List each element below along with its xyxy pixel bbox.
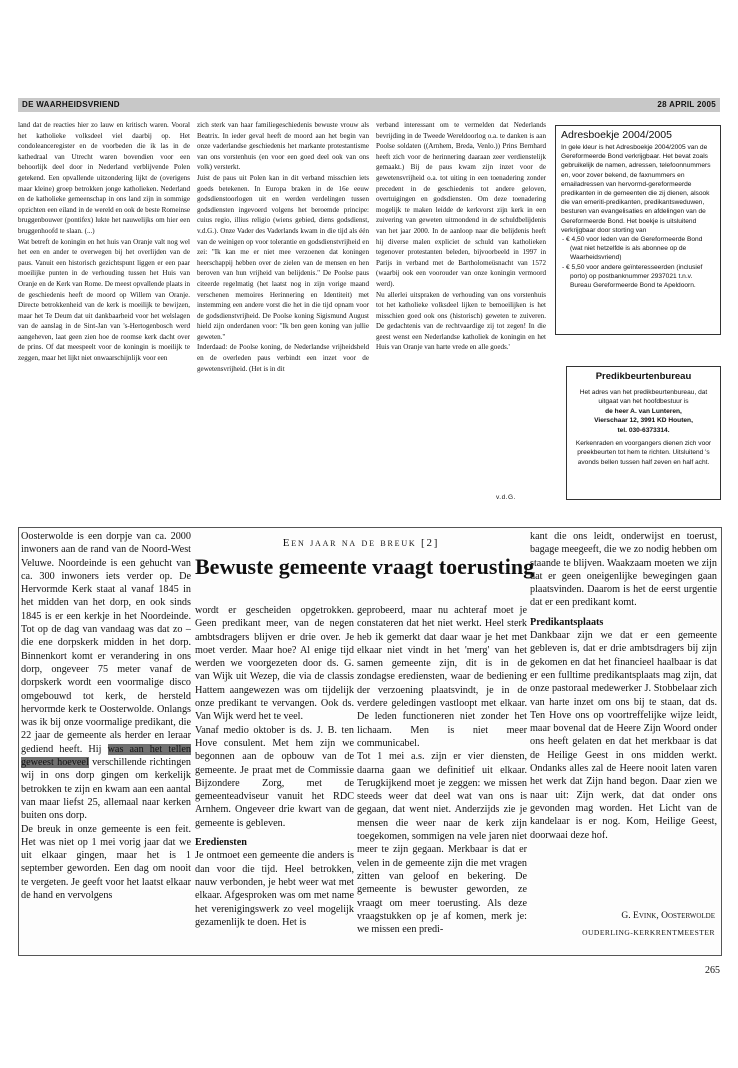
contact-address: Vierschaar 12, 3991 KD Houten, [594, 417, 693, 425]
paragraph: wordt er gescheiden opgetrokken. Geen predikant meer, van de negen ambtsdragers blijven er drie over. Je moet verder. Maar hoe? Al enige tijd werden we voorgezeten door ds. G. van Wijk uit Wezep, die via de classis Hattem aangewezen was om tijdelijk onze predikant te vervangen. Ook ds. Van Wijk werd het te veel. [195, 605, 354, 723]
adresboekje-price-item: - € 4,50 voor leden van de Gereformeerde Bond (wat niet hetzelfde is als abonnee op de Waarheidsvriend) [562, 236, 703, 262]
top-article-column-3 [376, 120, 546, 508]
paragraph: Dankbaar zijn we dat er een gemeente gebleven is, dat er drie ambtsdragers bij zijn gekomen en dat het financieel haalbaar is dat er een fulltime predikantsplaats mag zijn, dat onze pastoraal medewerker J. Stobbelaar zich van harte inzet om ons bij te staan, dat ds. Ten Hove ons op voortreffelijke wijze leidt, maar bovenal dat de Heere Zijn Woord onder ons heeft gelaten en dat het merkbaar is dat de Heilige Geest in ons midden werkt. Ondanks alles zal de Heere nooit laten varen het werk dat Zijn hand begon. Daar zien we naar uit: Zijn werk, dat dat onder ons gevonden mag worden. Het Licht van de kandelaar is er nog. Kom, Heilige Geest, doorwaai deze hof. [530, 630, 717, 841]
contact-name: de heer A. van Lunteren, [605, 407, 682, 415]
paragraph: Wat betreft de koningin en het huis van Oranje valt nog wel het een en ander te overwegen bij het overlijden van de paus. Vanuit een historisch gezichtspunt liggen er een paar moeilijke punten in de verhouding tussen het Huis van Oranje en de Kerk van Rome. De meest opvallende plaats in de geschiedenis heeft de moord op Willem van Oranje. Directe betrokkenheid van de kerk is moeilijk te bewijzen, maar het Te Deum dat uit dankbaarheid voor het welslagen van de aanslag in de Sint-Jan van 's-Hertogenbosch werd aangeheven, laat geen zien hoe de roomse kerk dacht over de prins. Of dat meespeelt voor de koningin is moeilijk te zeggen, maar het lijkt niet onwaarschijnlijk voor een [18, 237, 190, 363]
paragraph: geprobeerd, maar nu achteraf moet je constateren dat het niet werkt. Heel sterk heb ik gemerkt dat daar waar je het met elkaar niet vindt in het 'merg' van het samen gemeente zijn, dit is in de zondagse erediensten, waar de bediening der verzoening plaatsvindt, je in de verdere geledingen vastloopt met elkaar. De leden functioneren niet zonder het lichaam. Men is niet meer communicabel. [357, 605, 527, 749]
predikbeurten-box [566, 366, 721, 500]
lower-article-column-3 [357, 604, 527, 950]
paragraph: Juist de paus uit Polen kan in dit verband misschien iets goeds betekenen. In Europa braken in de 16e eeuw godsdienstoorlogen uit en werden verdelingen tussen godsdiensten ingevoerd volgens het beroemde principe: cuius regio, illius religio (wiens gebied, diens godsdienst, v.d.G.). Onze Vader des Vaderlands kwam in die tijd als één van de weinigen op voor tolerantie en godsdienstvrijheid en zei: "Ik kan me er niet mee verzoenen dat koningen heerschappij hebben over de zielen van de mensen en hen beroven van hun vrijheid van belijdenis." De Poolse paus citeerde regelmatig (het laatst nog in zijn vorige maand verschenen memoires Herinnering en Identiteit) met instemming een andere vorst die het in die tijd opnam voor de godsdienstvrijheid. De Poolse koning Sigismund August hield zijn onderdanen voor: "Ik ben geen koning van jullie geweten." [197, 173, 369, 341]
author-name: G. Evink, Oosterwolde [621, 911, 715, 921]
top-article-signature: v.d.G. [496, 494, 516, 501]
paragraph: De breuk in onze gemeente is een feit. Het was niet op 1 mei vorig jaar dat we uit elkaar gingen, maar het is 1 september geworden. Een dag om nooit te vergeten. Je geeft voor het laatst elkaar de hand en vervolgens [21, 823, 191, 902]
predikbeurten-footer: Kerkenraden en voorgangers dienen zich voor preekbeurten tot hem te richten. Uitsluitend 's avonds bellen tussen half zeven en half acht. [575, 440, 712, 466]
author-role: OUDERLING-KERKRENTMEESTER [582, 928, 715, 937]
paragraph: Vanaf medio oktober is ds. J. B. ten Hove consulent. Met hem zijn we begonnen aan de opbouw van de gemeente. Je praat met de Commissie Bijzondere Zorg, met de gemeenteadviseur vanuit het RDC Arnhem. Ongeveer drie kwart van de gemeente is gebleven. [195, 724, 354, 829]
lower-article-column-4 [530, 530, 717, 910]
subheading-predikantsplaats: Predikantsplaats [530, 616, 604, 628]
top-article-column-2 [197, 120, 369, 508]
page-number: 265 [705, 965, 720, 976]
lower-article-column-2 [195, 604, 354, 950]
paragraph: Je ontmoet een gemeente die anders is dan voor die tijd. Heel betrokken, nauw verbonden, je hebt weer wat met elkaar. Afgesproken was om met name het verenigingswerk zo veel mogelijk gezamenlijk te doen. Het is [195, 850, 354, 928]
lower-article-column-1 [21, 530, 191, 950]
contact-phone: tel. 030-6373314. [617, 426, 670, 434]
paragraph: Oosterwolde is een dorpje van ca. 2000 inwoners aan de rand van de Noord-West Veluwe. Noordeinde is een gehucht van ca. 300 inwoners iets verder op. De Hervormde Kerk staat al vanaf 1845 in het midden van het dorp, en ook sinds 1845 is er een kerkje in het Noordeinde. Tot op de dag van vandaag was dat zo – die ene dorpskerk midden in het dorp. Binnenkort komt er verandering in ons dorp, ongeveer 75 meter vanaf de dorpskerk wordt een voormalige disco omgebouwd tot kerk, de hersteld hervormde kerk te Oosterwolde. Onlangs was ik bij onze voormalige predikant, die 22 jaar de gemeente als herder en leraar gediend heeft. Hij was aan het tellen geweest hoeveel verschillende richtingen wij in ons dorp gingen om kerkelijk betrokken te zijn en kwam aan een aantal van maar liefst 25, allemaal naar kerken buiten ons dorp. [21, 531, 191, 822]
running-header [18, 98, 720, 112]
publication-name: DE WAARHEIDSVRIEND [22, 100, 120, 109]
top-article-column-1 [18, 120, 190, 508]
paragraph: land dat de reacties hier zo lauw en kritisch waren. Vooral het katholieke volksdeel viel daarbij op. Het condoleanceregister en de voorbeden die ik las in de kathedraal van Utrecht waren bovendien voor een behoorlijk deel door in Nederland verblijvende Polen getekend. Een opvallende uitzondering lijkt de (overigens maar kleine) groep betrokken jonge katholieken. Nederland en de katholieke gemeenschap in ons land zijn in sommige opzichten een eiland in de wereld en ook de beste Romeinse bruggenbouwer (pontifex) lukte het nauwelijks om hier een bruggenhoofd te slaan. (...) [18, 121, 190, 235]
predikbeurten-intro: Het adres van het predikbeurtenbureau, dat uitgaat van het hoofdbestuur is [579, 389, 708, 406]
paragraph: kant die ons leidt, onderwijst en toerust, bagage meegeeft, die we zo nodig hebben om staande te blijven. Waakzaam moeten we zijn dat er geen oneigenlijke bewegingen gaan plaatsvinden. Daarom is het de eerst urgentie dat er een predikant komt. [530, 531, 717, 609]
issue-date: 28 APRIL 2005 [657, 100, 716, 109]
paragraph: Inderdaad: de Poolse koning, de Nederlandse vrijheidsheld en de overleden paus verbindt een inzet voor de gewetensvrijheid. (Het is in dit [197, 343, 369, 373]
paragraph: Nu allerlei uitspraken de verhouding van ons vorstenhuis tot het katholieke volksdeel lijken te bemoeilijken is het misschien goed ook ons (historisch) geweten te zuiveren. De gedachtenis van de rechtvaardige zij tot zegen! In die geest wenst een Nederlandse katholiek de koningin en het Huis van Oranje van harte vrede en alle goeds.' [376, 290, 546, 352]
lower-article [18, 527, 722, 956]
adresboekje-title: Adresboekje 2004/2005 [561, 129, 672, 141]
adresboekje-box [555, 125, 721, 335]
article-headline: Bewuste gemeente vraagt toerusting [195, 554, 535, 579]
paragraph: Tot 1 mei a.s. zijn er vier diensten, daarna gaan we definitief uit elkaar. Terugkijkend moet je zeggen: we missen steeds weer dat deel wat van ons is gegaan, dat went niet. Anderzijds zie je mensen die weer naar de kerk zijn toegekomen, sommigen na vele jaren niet meer te zijn gegaan. Merkbaar is dat er velen in de gemeente zijn die met vragen zitten van geloof en bekering. De gemeente is bewuster geworden, ze vraagt om meer toerusting. Als deze vraagstukken op je af komen, merk je: we missen een predi- [357, 751, 527, 936]
predikbeurten-title: Predikbeurtenbureau [595, 371, 692, 382]
subheading-erediensten: Erediensten [195, 837, 247, 849]
adresboekje-price-item: - € 5,50 voor andere geïnteresseerden (inclusief porto) op postbanknummer 2937021 t.n.v. Bureau Gereformeerde Bond te Apeldoorn. [562, 263, 703, 290]
adresboekje-body: In gele kleur is het Adresboekje 2004/2005 van de Gereformeerde Bond verkrijgbaar. Het bevat zoals gebruikelijk de namen, adressen, telefoonnummers en, voor zover bekend, de faxnummers en emailadressen van hervormd-gereformeerde predikanten in de gemeenten die zij dienen, alsook die van emeriti-predikanten, predikantsweduwen, besturen van evangelisaties en afdelingen van de Gereformeerde Bond. Het boekje is uitsluitend verkrijgbaar door storting van [561, 144, 711, 234]
highlighted-text: was aan het tellen geweest hoeveel [21, 743, 191, 769]
paragraph: zich sterk van haar familiegeschiedenis bewuste vrouw als Beatrix. In ieder geval heeft de moord aan het begin van onze vaderlandse geschiedenis het markante protestantisme van ons vorstenhuis (en voor een goed deel ook van ons volk) versterkt. [197, 121, 369, 172]
paragraph: verband interessant om te vermelden dat Nederlands bevrijding in de Tweede Wereldoorlog o.a. te danken is aan Poolse soldaten ((Arnhem, Breda, Venlo.)) Prins Bernhard heeft zich voor de herinnering daaraan zeer verdienstelijk gemaakt.) Bij de paus kwam zijn inzet voor de gewetensvrijheid o.a. tot uiting in een toenadering zonder precedent in de geschiedenis tot andere geloven, overtuigingen en godsdiensten. Om deze toenadering mogelijk te maken leidde de kerkvorst zijn kerk in een zuivering van geweten uitmondend in de schuldbelijdenis van het jaar 2000. In de aanloop naar die belijdenis heeft hij diverse malen expliciet de schuld van katholieken tegenover protestanten beleden, bijvoorbeeld in 1997 in Parijs in verband met de Bartholomeüsnacht van 1572 (waarbij ook een voorouder van onze koningin vermoord werd). [376, 121, 546, 288]
article-kicker: Een jaar na de breuk [2] [282, 537, 440, 549]
